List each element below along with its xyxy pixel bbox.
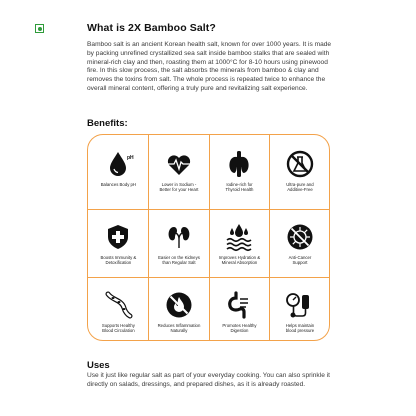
kidneys-icon xyxy=(164,222,194,252)
benefit-item xyxy=(270,278,331,347)
benefit-item xyxy=(270,137,331,206)
benefits-heading: Benefits: xyxy=(87,118,128,129)
veg-symbol-icon xyxy=(35,24,44,33)
no-inflammation-icon xyxy=(164,290,194,320)
benefits-grid xyxy=(88,135,329,340)
benefit-item xyxy=(149,210,210,279)
benefit-label: Boosts Immunity & Detoxification xyxy=(100,254,137,265)
benefit-item xyxy=(88,278,149,347)
benefit-item xyxy=(209,210,270,279)
ph-drop-icon xyxy=(103,149,133,179)
description-text: Bamboo salt is an ancient Korean health salt, known for over 1000 years. It is made by packing unrefined crystallized sea salt inside bamboo stalks that are sealed with mineral-rich clay and then, roasting them at 1000°C for 8-10 hours using pinewood fire. In this slow process, the salt absorbs the minerals from bamboo & clay and removes the toxins from salt. The whole process is repeated twice to enhance the overall mineral content, offering a truly pure and revitalizing salt experience. xyxy=(87,41,332,92)
uses-text: Use it just like regular salt as part of your everyday cooking. You can also sprinkle it directly on salads, dressings, and prepared dishes, as it is already roasted. xyxy=(87,372,330,388)
intro-section xyxy=(87,22,332,94)
benefit-item xyxy=(88,210,149,279)
blood-circulation-icon xyxy=(103,290,133,320)
benefit-label: Balances Body pH xyxy=(100,182,137,187)
benefit-item xyxy=(149,278,210,347)
benefit-label: Ultra-pure and Additive-Free xyxy=(286,182,314,193)
no-additives-icon xyxy=(285,149,315,179)
benefit-item xyxy=(88,137,149,206)
heart-pulse-icon xyxy=(164,149,194,179)
benefit-label: Lower in Sodium - Better for your Heart xyxy=(159,182,199,193)
shield-cross-icon xyxy=(103,222,133,252)
benefit-label: Iodine-rich for Thyroid Health xyxy=(225,182,254,193)
water-waves-icon xyxy=(224,222,254,252)
benefit-item xyxy=(209,137,270,206)
benefit-label: Promotes Healthy Digestion xyxy=(222,322,257,333)
benefit-item xyxy=(149,137,210,206)
svg-text:pH: pH xyxy=(127,155,135,161)
benefit-label: Anti-Cancer Support xyxy=(288,254,312,265)
benefit-label: Reduces Inflammation Naturally xyxy=(157,322,201,333)
benefit-label: Easier on the Kidneys than Regular Salt xyxy=(158,254,200,265)
thyroid-icon xyxy=(224,149,254,179)
page-title: What is 2X Bamboo Salt? xyxy=(87,22,216,34)
uses-heading: Uses xyxy=(87,360,110,371)
benefit-item xyxy=(270,210,331,279)
anti-cancer-icon xyxy=(285,222,315,252)
benefits-card xyxy=(87,134,330,341)
benefit-item xyxy=(209,278,270,347)
benefit-label: Improves Hydration & Mineral Absorption xyxy=(218,254,261,265)
benefit-label: Supports Healthy Blood Circulation xyxy=(101,322,135,333)
benefit-label: Helps maintain blood pressure xyxy=(285,322,315,333)
blood-pressure-icon xyxy=(285,290,315,320)
digestion-icon xyxy=(224,290,254,320)
